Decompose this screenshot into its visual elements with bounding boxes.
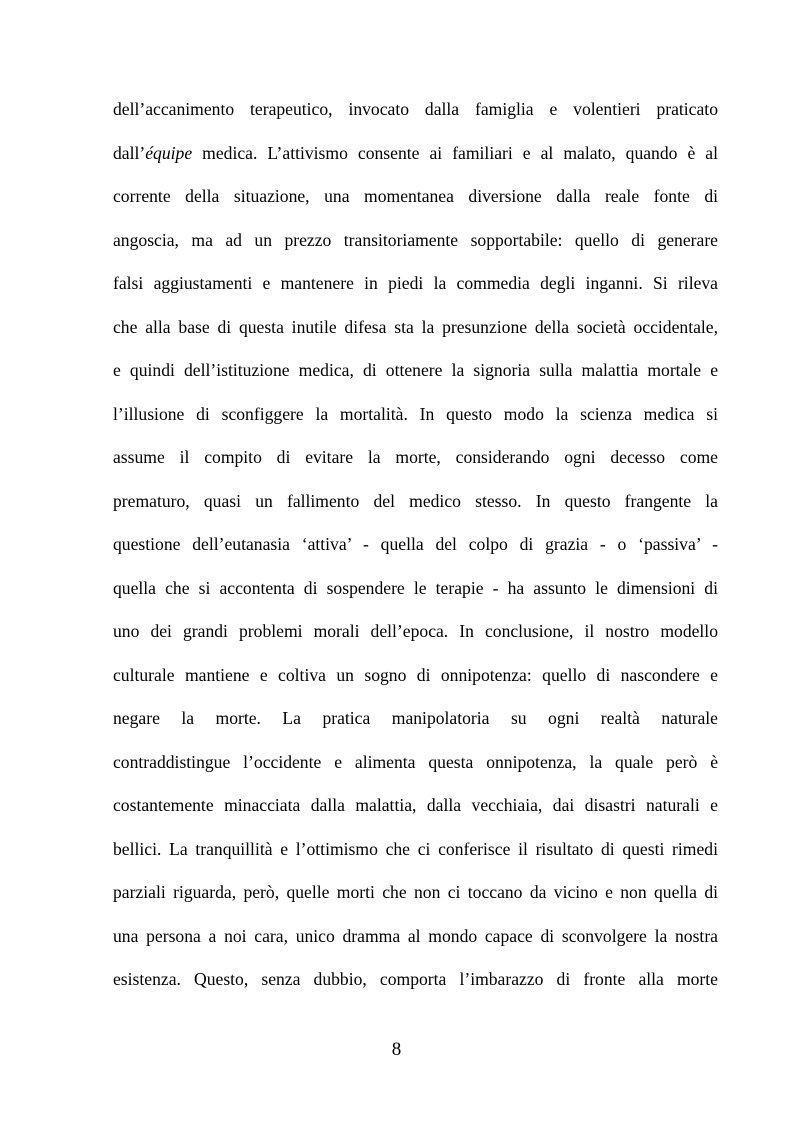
text-line: quella che si accontenta di sospendere le terapie - ha assunto le dimensioni di [113,577,718,598]
text-line: contraddistingue l’occidente e alimenta questa onnipotenza, la quale però è [113,751,718,772]
text-line: esistenza. Questo, senza dubbio, comporta l’imbarazzo di fronte alla morte [113,969,718,989]
body-paragraph [113,88,718,1002]
text-line: una persona a noi cara, unico dramma al mondo capace di sconvolgere la nostra [113,925,718,946]
text-line: questione dell’eutanasia ‘attiva’ - quella del colpo di grazia - o ‘passiva’ - [113,534,718,554]
text-line: e quindi dell’istituzione medica, di ottenere la signoria sulla malattia mortale e [113,360,718,380]
text-line: costantemente minacciata dalla malattia, dalla vecchiaia, dai disastri naturali e [113,795,718,815]
text-segment: medica. L’attivismo consente ai familiari e al malato, quando è al [192,142,718,163]
text-line: angoscia, ma ad un prezzo transitoriamente sopportabile: quello di generare [113,229,718,250]
text-line: che alla base di questa inutile difesa sta la presunzione della società occidentale, [113,316,718,337]
text-line: prematuro, quasi un fallimento del medico stesso. In questo frangente la [113,490,718,511]
text-line [113,132,718,176]
text-line: bellici. La tranquillità e l’ottimismo che ci conferisce il risultato di questi rimedi [113,838,718,859]
text-line: dell’accanimento terapeutico, invocato dalla famiglia e volentieri praticato [113,99,718,119]
text-line: assume il compito di evitare la morte, considerando ogni decesso come [113,447,718,467]
text-line: corrente della situazione, una momentanea diversione dalla reale fonte di [113,186,718,206]
text-line: l’illusione di sconfiggere la mortalità. In questo modo la scienza medica si [113,403,718,424]
text-line: culturale mantiene e coltiva un sogno di onnipotenza: quello di nascondere e [113,664,718,685]
italic-word: équipe [145,142,193,163]
text-segment: dall’ [113,142,146,163]
text-line: parziali riguarda, però, quelle morti che non ci toccano da vicino e non quella di [113,882,718,902]
text-line: falsi aggiustamenti e mantenere in piedi la commedia degli inganni. Si rileva [113,273,718,293]
page-number: 8 [391,1039,402,1060]
text-line: uno dei grandi problemi morali dell’epoca. In conclusione, il nostro modello [113,621,718,641]
text-line: negare la morte. La pratica manipolatoria su ogni realtà naturale [113,708,718,728]
